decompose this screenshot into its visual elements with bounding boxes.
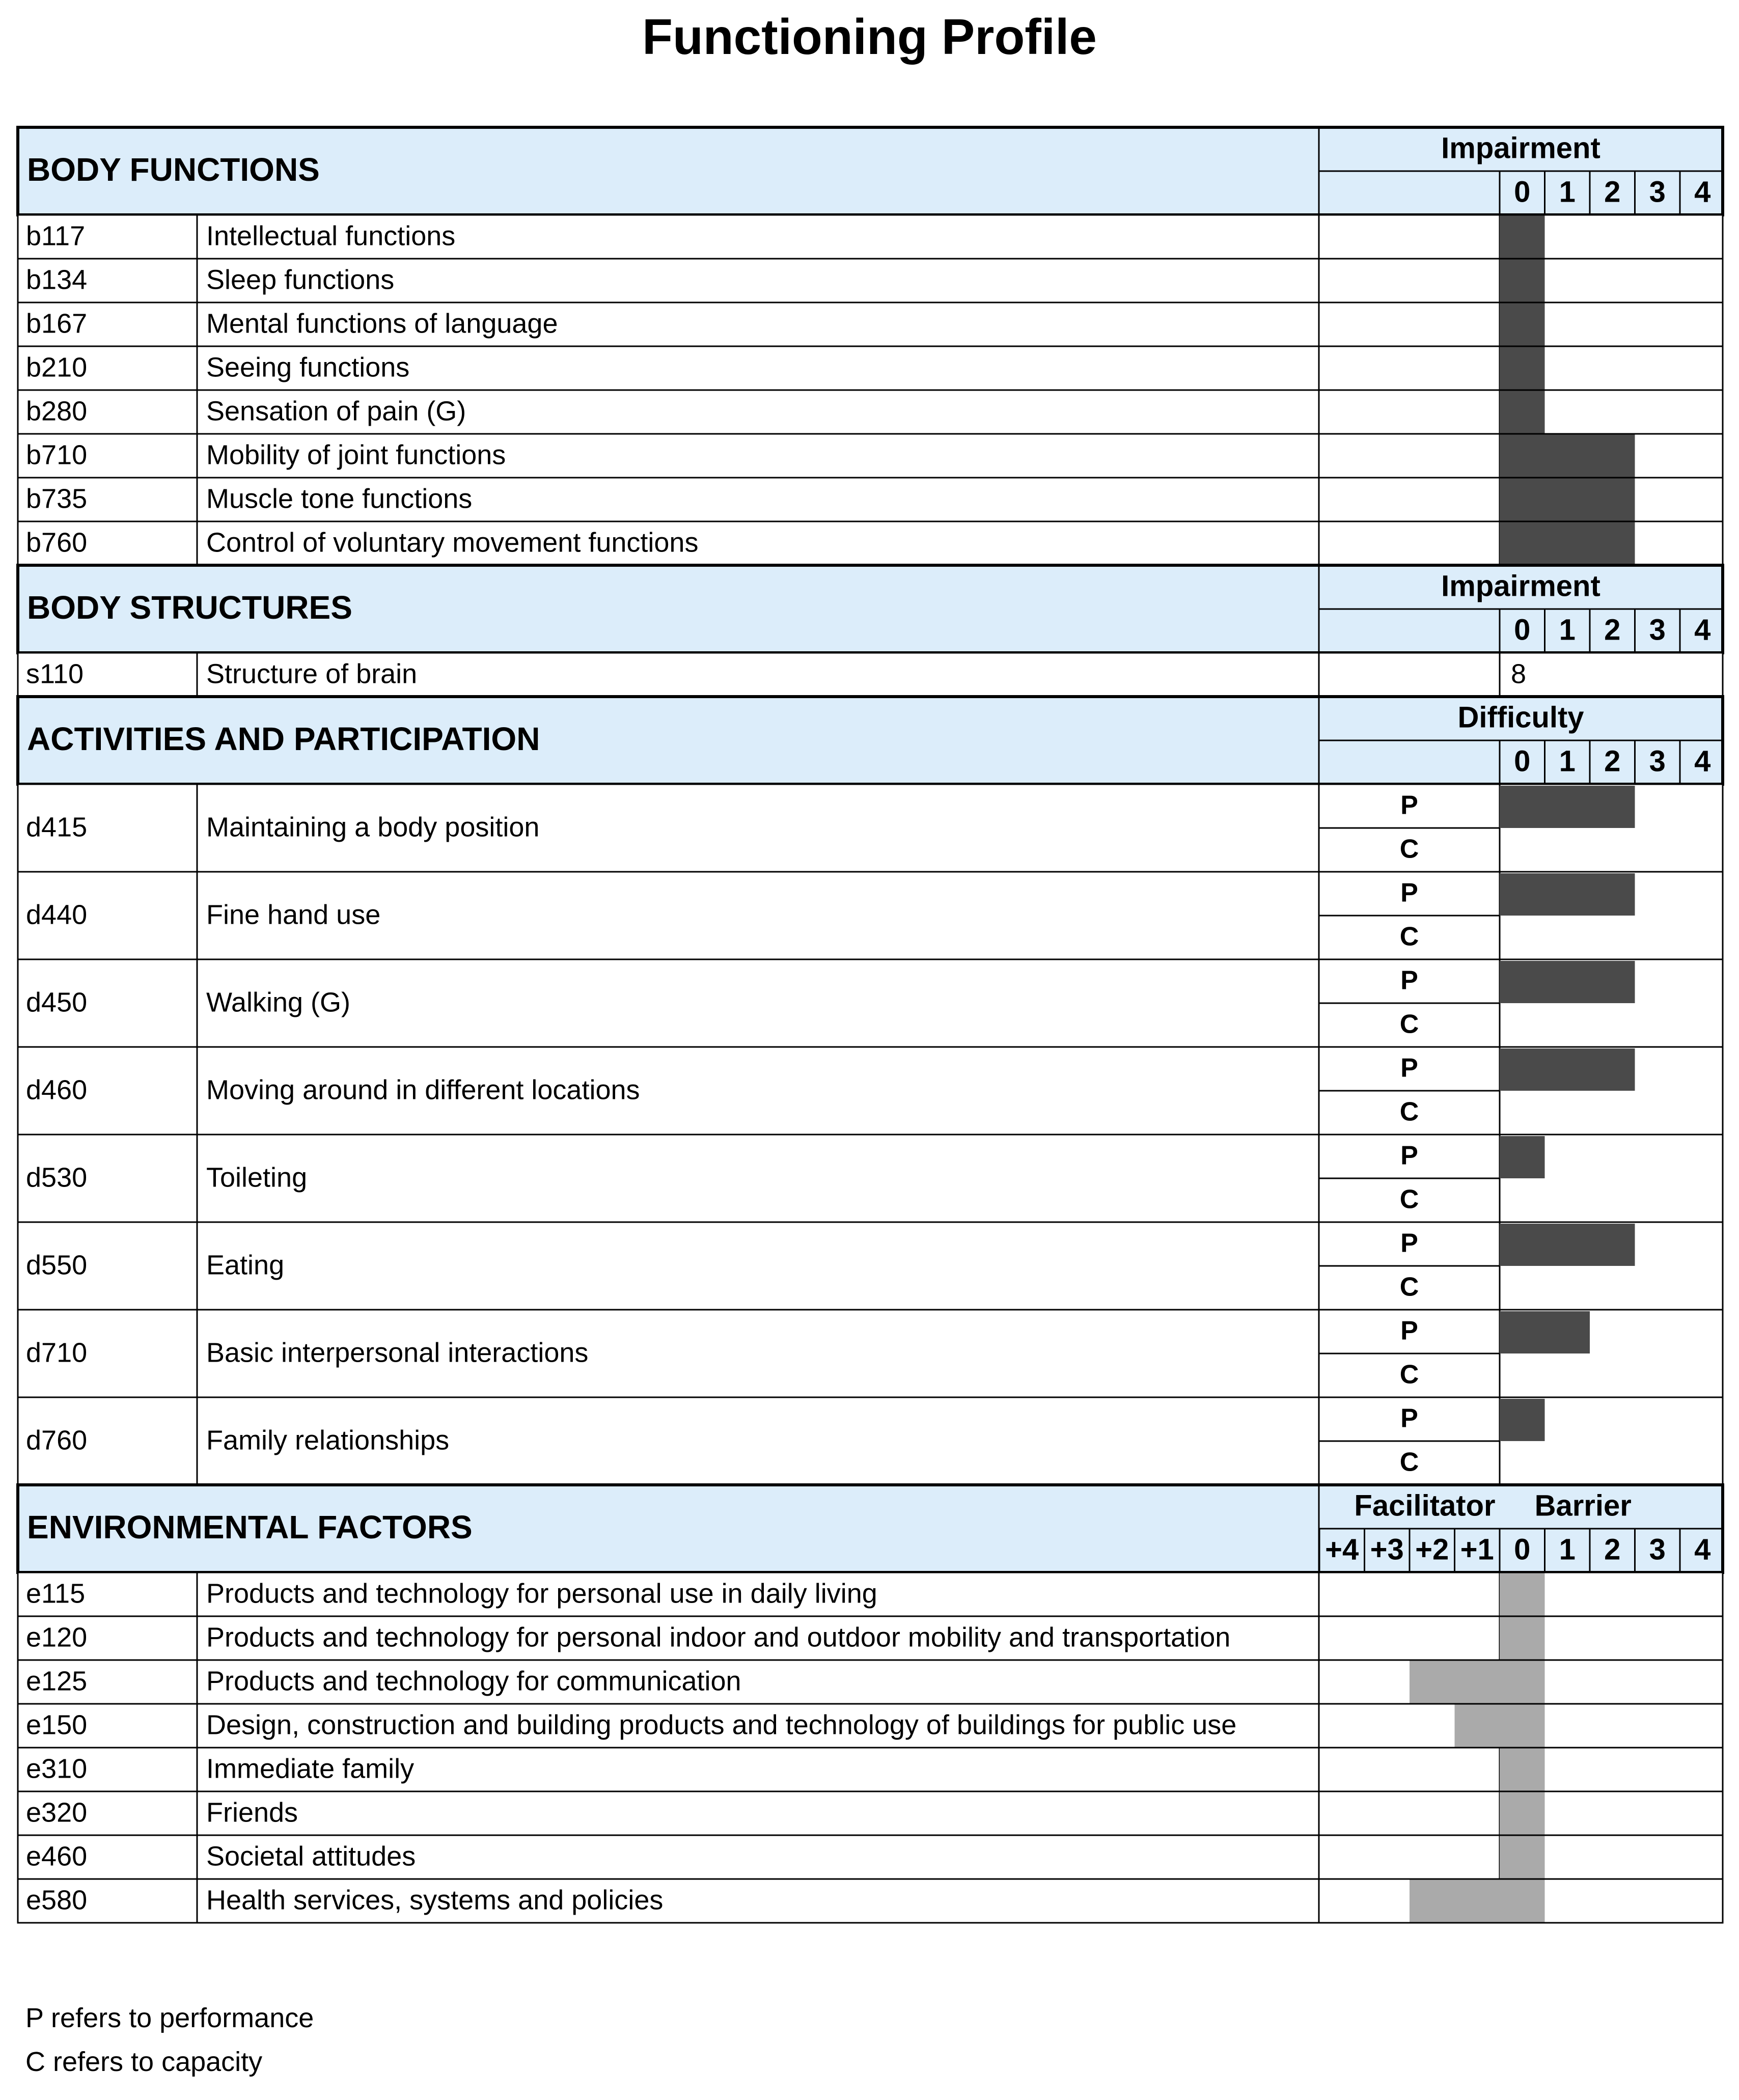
section-title-environmental: ENVIRONMENTAL FACTORS [27,1508,473,1545]
item-code-d450: d450 [26,987,88,1018]
scale-tick-body_structures-4: 4 [1694,613,1711,647]
performance-bar-d450 [1500,961,1635,1003]
scale-tick-env-1: 1 [1559,1533,1576,1566]
item-code-d550: d550 [26,1250,88,1281]
structure-value-s110: 8 [1511,658,1527,689]
performance-bar-d550 [1500,1224,1635,1266]
capacity-label-d760: C [1399,1447,1419,1477]
scale-tick-body_structures-0: 0 [1514,613,1531,647]
item-code-d415: d415 [26,812,88,843]
item-code-e125: e125 [26,1666,88,1697]
section-title-body_functions: BODY FUNCTIONS [27,151,320,188]
capacity-label-d710: C [1399,1360,1419,1390]
impairment-bar-b710 [1500,434,1635,478]
item-label-e125: Products and technology for communication [206,1666,741,1697]
scale-tick-activities-2: 2 [1604,744,1621,778]
scale-label-body_functions: Impairment [1441,131,1600,165]
environment-bar-e320 [1500,1791,1545,1835]
section-title-activities: ACTIVITIES AND PARTICIPATION [27,720,540,757]
scale-label-body_structures: Impairment [1441,569,1600,603]
environment-bar-e310 [1500,1748,1545,1791]
item-code-d530: d530 [26,1162,88,1193]
item-code-e115: e115 [26,1578,86,1609]
item-code-b134: b134 [26,264,88,295]
impairment-bar-b760 [1500,521,1635,565]
scale-tick-activities-4: 4 [1694,744,1711,778]
item-label-d760: Family relationships [206,1425,450,1456]
performance-bar-d530 [1500,1136,1545,1178]
item-code-b210: b210 [26,352,88,383]
environment-bar-e115 [1500,1572,1545,1616]
item-label-e580: Health services, systems and policies [206,1885,664,1916]
scale-tick-env-3: 3 [1649,1533,1666,1566]
capacity-label-d450: C [1399,1009,1419,1039]
environment-bar-e120 [1500,1616,1545,1660]
item-code-b167: b167 [26,308,88,339]
item-code-s110: s110 [26,658,84,689]
performance-bar-d440 [1500,873,1635,916]
item-label-e460: Societal attitudes [206,1841,416,1872]
performance-label-d440: P [1400,878,1418,908]
impairment-bar-b735 [1500,478,1635,521]
item-label-d710: Basic interpersonal interactions [206,1337,589,1368]
item-code-e320: e320 [26,1797,88,1828]
scale-tick-env-+4: +4 [1325,1533,1359,1566]
item-label-d450: Walking (G) [206,987,351,1018]
environment-bar-e460 [1500,1835,1545,1879]
scale-tick-body_structures-1: 1 [1559,613,1576,647]
item-label-e120: Products and technology for personal indoor and outdoor mobility and transportation [206,1622,1231,1653]
item-label-b280: Sensation of pain (G) [206,396,466,427]
legend-performance-note: P refers to performance [25,2003,314,2033]
item-label-e115: Products and technology for personal use in daily living [206,1578,877,1609]
section-title-body_structures: BODY STRUCTURES [27,589,352,626]
environment-bar-e125 [1410,1660,1545,1704]
performance-label-d710: P [1400,1316,1418,1346]
performance-bar-d415 [1500,786,1635,828]
item-code-d460: d460 [26,1074,88,1106]
performance-label-d530: P [1400,1141,1418,1171]
scale-tick-body_functions-1: 1 [1559,175,1576,209]
scale-tick-body_structures-2: 2 [1604,613,1621,647]
item-label-s110: Structure of brain [206,658,418,689]
scale-tick-env-+1: +1 [1460,1533,1494,1566]
performance-bar-d760 [1500,1399,1545,1441]
item-label-b210: Seeing functions [206,352,410,383]
item-code-d440: d440 [26,899,88,930]
item-code-e120: e120 [26,1622,88,1653]
item-code-d710: d710 [26,1337,88,1368]
item-label-b167: Mental functions of language [206,308,558,339]
item-code-b117: b117 [26,220,86,252]
item-label-b710: Mobility of joint functions [206,439,506,471]
performance-label-d760: P [1400,1403,1418,1433]
scale-tick-env-+2: +2 [1415,1533,1449,1566]
performance-bar-d460 [1500,1048,1635,1091]
scale-tick-body_structures-3: 3 [1649,613,1666,647]
scale-tick-body_functions-3: 3 [1649,175,1666,209]
item-label-b134: Sleep functions [206,264,395,295]
scale-tick-activities-3: 3 [1649,744,1666,778]
item-code-e310: e310 [26,1753,88,1784]
item-label-e310: Immediate family [206,1753,415,1784]
capacity-label-d440: C [1399,922,1419,952]
environment-bar-e150 [1455,1704,1545,1748]
item-label-d440: Fine hand use [206,899,381,930]
item-code-b760: b760 [26,527,88,558]
performance-bar-d710 [1500,1311,1590,1353]
item-code-d760: d760 [26,1425,88,1456]
environment-bar-e580 [1410,1879,1545,1923]
scale-label-activities: Difficulty [1457,701,1584,734]
item-label-d530: Toileting [206,1162,308,1193]
item-label-d415: Maintaining a body position [206,812,540,843]
item-label-e320: Friends [206,1797,298,1828]
impairment-bar-b280 [1500,390,1545,434]
item-code-b280: b280 [26,396,88,427]
impairment-bar-b117 [1500,215,1545,259]
scale-tick-body_functions-4: 4 [1694,175,1711,209]
item-code-b710: b710 [26,439,88,471]
item-label-b735: Muscle tone functions [206,483,473,514]
scale-tick-env-4: 4 [1694,1533,1711,1566]
performance-label-d460: P [1400,1053,1418,1083]
performance-label-d450: P [1400,965,1418,996]
scale-tick-body_functions-2: 2 [1604,175,1621,209]
scale-tick-activities-1: 1 [1559,744,1576,778]
item-code-e580: e580 [26,1885,88,1916]
capacity-label-d415: C [1399,834,1419,864]
capacity-label-d550: C [1399,1272,1419,1302]
facilitator-label: Facilitator [1354,1489,1496,1523]
capacity-label-d530: C [1399,1184,1419,1214]
item-label-d550: Eating [206,1250,285,1281]
impairment-bar-b167 [1500,302,1545,346]
item-code-b735: b735 [26,483,88,514]
page-title: Functioning Profile [642,9,1097,65]
impairment-bar-b134 [1500,259,1545,302]
item-label-d460: Moving around in different locations [206,1074,640,1106]
item-code-e150: e150 [26,1709,88,1740]
legend-capacity-note: C refers to capacity [25,2047,263,2077]
scale-tick-env-2: 2 [1604,1533,1621,1566]
scale-tick-body_functions-0: 0 [1514,175,1531,209]
performance-label-d415: P [1400,790,1418,820]
capacity-label-d460: C [1399,1097,1419,1127]
item-label-b760: Control of voluntary movement functions [206,527,699,558]
scale-tick-env-+3: +3 [1370,1533,1404,1566]
performance-label-d550: P [1400,1228,1418,1258]
item-code-e460: e460 [26,1841,88,1872]
barrier-label: Barrier [1534,1489,1632,1523]
scale-tick-env-0: 0 [1514,1533,1531,1566]
legend [25,1996,314,2084]
scale-tick-activities-0: 0 [1514,744,1531,778]
item-label-b117: Intellectual functions [206,220,456,252]
item-label-e150: Design, construction and building products and technology of buildings for public use [206,1709,1237,1740]
impairment-bar-b210 [1500,346,1545,390]
